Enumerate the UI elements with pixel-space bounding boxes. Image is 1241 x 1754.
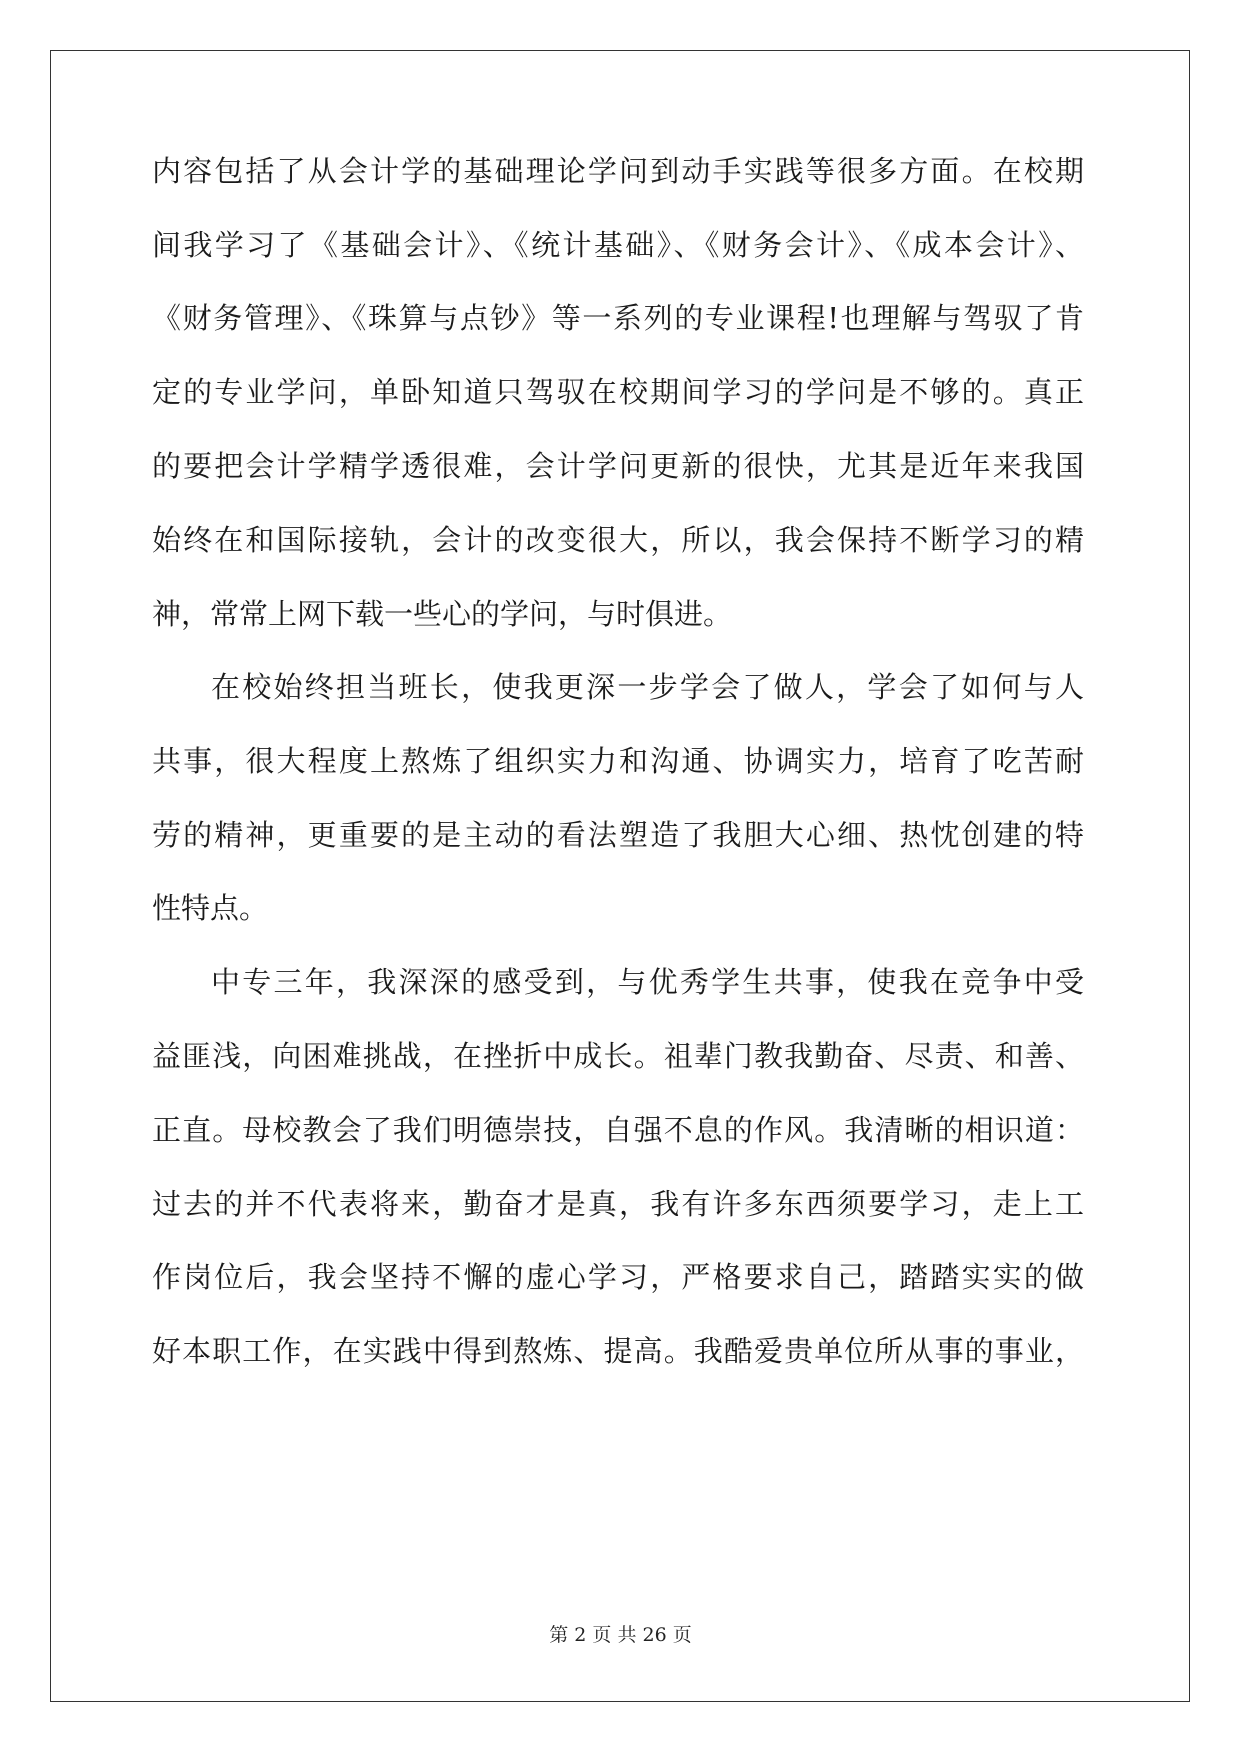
text-line: 《财务管理》、《珠算与点钞》等一系列的专业课程!也理解与驾驭了肯: [152, 301, 1084, 335]
text-line-paragraph-start: 在校始终担当班长，使我更深一步学会了做人，学会了如何与人: [211, 670, 1084, 704]
text-line: 过去的并不代表将来，勤奋才是真，我有许多东西须要学习，走上工: [152, 1187, 1084, 1221]
text-line: 始终在和国际接轨，会计的改变很大，所以，我会保持不断学习的精: [152, 523, 1084, 557]
text-line: 定的专业学问，单卧知道只驾驭在校期间学习的学问是不够的。真正: [152, 375, 1084, 409]
text-line: 好本职工作，在实践中得到熬炼、提高。我酷爱贵单位所从事的事业，: [152, 1334, 1084, 1368]
text-line: 共事，很大程度上熬炼了组织实力和沟通、协调实力，培育了吃苦耐: [152, 744, 1084, 778]
text-line: 正直。母校教会了我们明德崇技，自强不息的作风。我清晰的相识道：: [152, 1113, 1084, 1147]
text-line: 内容包括了从会计学的基础理论学问到动手实践等很多方面。在校期: [152, 154, 1084, 188]
text-line: 间我学习了《基础会计》、《统计基础》、《财务会计》、《成本会计》、: [152, 228, 1084, 262]
text-line: 性特点。: [152, 891, 269, 925]
text-line: 作岗位后，我会坚持不懈的虚心学习，严格要求自己，踏踏实实的做: [152, 1260, 1084, 1294]
page-number-footer: 第 2 页 共 26 页: [549, 1624, 692, 1646]
text-line-paragraph-start: 中专三年，我深深的感受到，与优秀学生共事，使我在竞争中受: [211, 965, 1084, 999]
text-line: 劳的精神，更重要的是主动的看法塑造了我胆大心细、热忱创建的特: [152, 818, 1084, 852]
text-line: 益匪浅，向困难挑战，在挫折中成长。祖辈门教我勤奋、尽责、和善、: [152, 1039, 1084, 1073]
text-line: 的要把会计学精学透很难，会计学问更新的很快，尤其是近年来我国: [152, 449, 1084, 483]
text-line: 神，常常上网下载一些心的学问，与时俱进。: [152, 597, 733, 631]
